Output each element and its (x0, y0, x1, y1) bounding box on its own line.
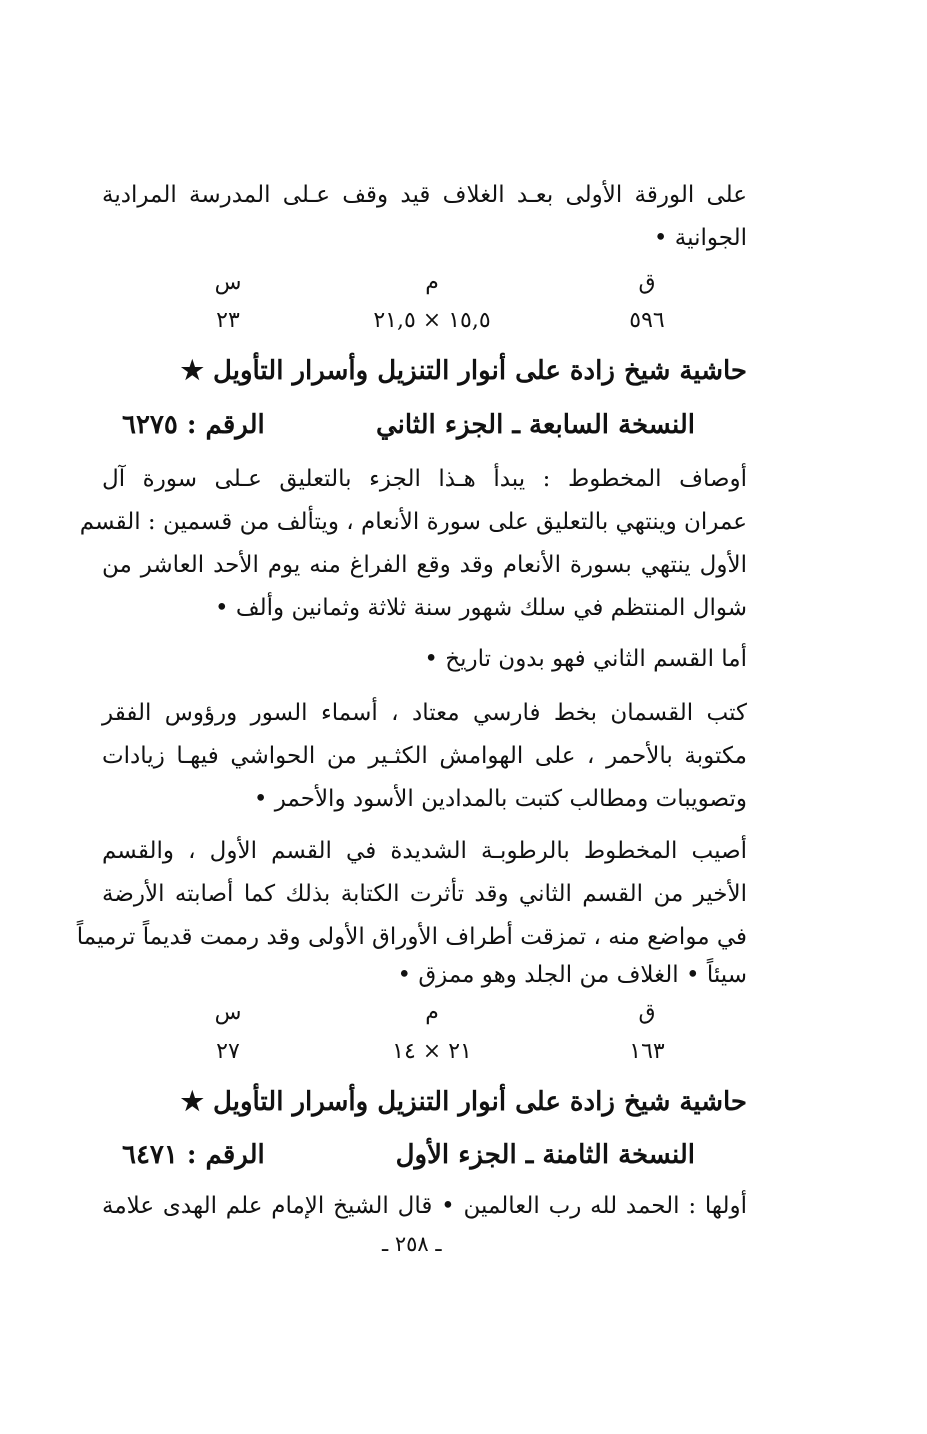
text-line: أما القسم الثاني فهو بدون تاريخ • (424, 646, 747, 672)
table-header-size: م (425, 1000, 439, 1025)
table-value-lines: ٢٣ (216, 308, 240, 333)
text-line: الأول ينتهي بسورة الأنعام وقد وقع الفراغ منه يوم الأحد العاشر من (102, 552, 747, 578)
text-line: شوال المنتظم في سلك شهور سنة ثلاثة وثمانين وألف • (214, 595, 747, 621)
table-value-lines: ٢٧ (216, 1039, 240, 1064)
copy-label: النسخة الثامنة ـ الجزء الأول (395, 1140, 695, 1170)
table-value-folios: ١٦٣ (629, 1039, 665, 1064)
text-line: الجوانية • (653, 225, 747, 251)
manuscript-number: الرقم : ٦٤٧١ (122, 1140, 265, 1170)
manuscript-number: الرقم : ٦٢٧٥ (122, 410, 265, 440)
page-number: ـ ٢٥٨ ـ (382, 1232, 442, 1256)
text-line: مكتوبة بالأحمر ، على الهوامش الكثـير من الحواشي فيهـا زيادات (102, 743, 747, 769)
entry-title: حاشية شيخ زادة على أنوار التنزيل وأسرار التأويل ★ (180, 356, 747, 386)
text-line: الأخير من القسم الثاني وقد تأثرت الكتابة بذلك كما أصابته الأرضة (102, 881, 747, 907)
text-line: وتصويبات ومطالب كتبت بالمدادين الأسود والأحمر • (253, 786, 747, 812)
table-header-folios: ق (638, 1000, 656, 1025)
table-header-lines: س (214, 270, 242, 295)
entry-title: حاشية شيخ زادة على أنوار التنزيل وأسرار التأويل ★ (180, 1087, 747, 1117)
table-header-lines: س (214, 1000, 242, 1025)
table-value-size: ١٥,٥ × ٢١,٥ (373, 308, 491, 333)
text-line: سيئاً • الغلاف من الجلد وهو ممزق • (397, 962, 747, 988)
table-header-folios: ق (638, 270, 656, 295)
text-line: في مواضع منه ، تمزقت أطراف الأوراق الأولى وقد رممت قديماً ترميماً (76, 924, 747, 950)
text-line: أوصاف المخطوط : يبدأ هـذا الجزء بالتعليق عـلى سورة آل (102, 466, 747, 492)
text-line: كتب القسمان بخط فارسي معتاد ، أسماء السور ورؤوس الفقر (102, 700, 747, 726)
text-line: على الورقة الأولى بعـد الغلاف قيد وقف عـلى المدرسة المرادية (102, 182, 747, 208)
text-line: عمران وينتهي بالتعليق على سورة الأنعام ، ويتألف من قسمين : القسم (79, 509, 747, 535)
table-header-size: م (425, 270, 439, 295)
table-value-size: ٢١ × ١٤ (392, 1039, 472, 1064)
copy-label: النسخة السابعة ـ الجزء الثاني (375, 410, 695, 440)
text-line: أصيب المخطوط بالرطوبـة الشديدة في القسم الأول ، والقسم (102, 838, 747, 864)
table-value-folios: ٥٩٦ (629, 308, 665, 333)
text-line: أولها : الحمد لله رب العالمين • قال الشيخ الإمام علم الهدى علامة (102, 1193, 747, 1219)
